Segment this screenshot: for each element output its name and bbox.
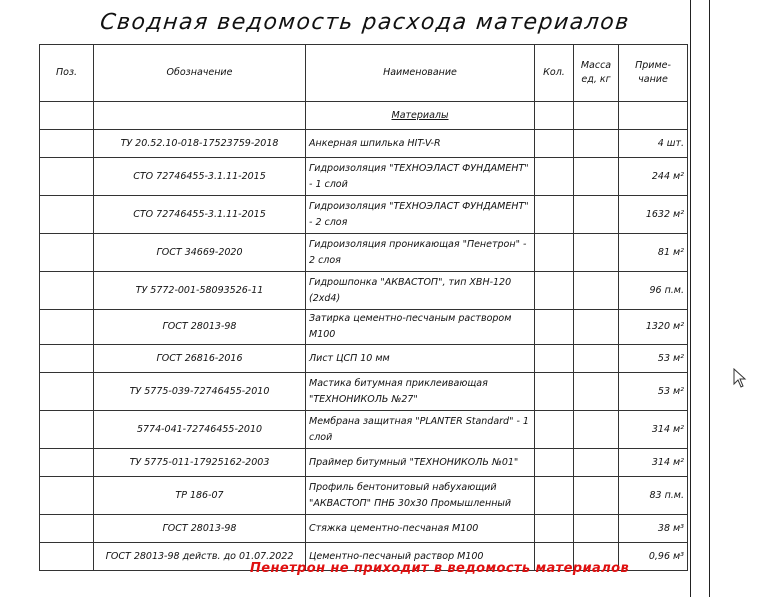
cell-note: 53 м² bbox=[619, 373, 688, 411]
table-row bbox=[40, 515, 688, 543]
cell-qty bbox=[535, 477, 574, 515]
table-cell bbox=[535, 102, 574, 130]
cell-qty bbox=[535, 515, 574, 543]
cell-note: 96 п.м. bbox=[619, 272, 688, 310]
cell-pos bbox=[40, 196, 94, 234]
header-pos: Поз. bbox=[40, 45, 94, 102]
cell-mass bbox=[574, 449, 619, 477]
cell-name: Профиль бентонитовый набухающий "АКВАСТОП" ПНБ 30х30 Промышленный bbox=[306, 477, 535, 515]
cell-mass bbox=[574, 130, 619, 158]
cell-name: Праймер битумный "ТЕХНОНИКОЛЬ №01" bbox=[306, 449, 535, 477]
cell-designation: ТР 186-07 bbox=[94, 477, 306, 515]
cell-pos bbox=[40, 310, 94, 345]
cell-pos bbox=[40, 411, 94, 449]
cell-qty bbox=[535, 345, 574, 373]
cell-mass bbox=[574, 272, 619, 310]
table-cell bbox=[94, 102, 306, 130]
table-row bbox=[40, 373, 688, 411]
cell-designation: 5774-041-72746455-2010 bbox=[94, 411, 306, 449]
header-note: Приме- чание bbox=[619, 45, 688, 102]
table-row bbox=[40, 196, 688, 234]
cell-designation: ТУ 5772-001-58093526-11 bbox=[94, 272, 306, 310]
cell-name: Лист ЦСП 10 мм bbox=[306, 345, 535, 373]
cell-name: Гидроизоляция проникающая "Пенетрон" - 2 слоя bbox=[306, 234, 535, 272]
cell-note: 1632 м² bbox=[619, 196, 688, 234]
cell-name: Затирка цементно-песчаным раствором М100 bbox=[306, 310, 535, 345]
header-name: Наименование bbox=[306, 45, 535, 102]
table-row bbox=[40, 345, 688, 373]
cell-pos bbox=[40, 234, 94, 272]
section-label: Материалы bbox=[306, 102, 535, 130]
cell-qty bbox=[535, 310, 574, 345]
section-row bbox=[40, 102, 688, 130]
table-row bbox=[40, 130, 688, 158]
cell-mass bbox=[574, 234, 619, 272]
table-row bbox=[40, 272, 688, 310]
table-cell bbox=[619, 102, 688, 130]
cell-designation: ТУ 20.52.10-018-17523759-2018 bbox=[94, 130, 306, 158]
cell-name: Мембрана защитная "PLANTER Standard" - 1 слой bbox=[306, 411, 535, 449]
cell-pos bbox=[40, 130, 94, 158]
cell-note: 38 м³ bbox=[619, 515, 688, 543]
cell-mass bbox=[574, 515, 619, 543]
cell-note: 244 м² bbox=[619, 158, 688, 196]
cell-designation: ГОСТ 26816-2016 bbox=[94, 345, 306, 373]
frame-right-line bbox=[709, 0, 710, 597]
table-row bbox=[40, 310, 688, 345]
cell-qty bbox=[535, 158, 574, 196]
cell-mass bbox=[574, 411, 619, 449]
table-header-row bbox=[40, 45, 688, 102]
table-cell bbox=[40, 102, 94, 130]
cell-note: 314 м² bbox=[619, 449, 688, 477]
cell-pos bbox=[40, 345, 94, 373]
cell-qty bbox=[535, 411, 574, 449]
document-title: Сводная ведомость расхода материалов bbox=[98, 10, 632, 35]
cell-name: Мастика битумная приклеивающая "ТЕХНОНИКОЛЬ №27" bbox=[306, 373, 535, 411]
cell-designation: ТУ 5775-011-17925162-2003 bbox=[94, 449, 306, 477]
cell-name: Гидроизоляция "ТЕХНОЭЛАСТ ФУНДАМЕНТ" - 2 слоя bbox=[306, 196, 535, 234]
cell-pos bbox=[40, 543, 94, 571]
cell-pos bbox=[40, 449, 94, 477]
red-footnote: Пенетрон не приходит в ведомость материалов bbox=[250, 561, 630, 576]
cell-mass bbox=[574, 373, 619, 411]
cell-name: Гидроизоляция "ТЕХНОЭЛАСТ ФУНДАМЕНТ" - 1 слой bbox=[306, 158, 535, 196]
mouse-pointer-icon bbox=[733, 368, 747, 388]
cell-designation: ТУ 5775-039-72746455-2010 bbox=[94, 373, 306, 411]
cell-qty bbox=[535, 196, 574, 234]
cell-pos bbox=[40, 515, 94, 543]
table-row bbox=[40, 234, 688, 272]
cell-designation: ГОСТ 28013-98 действ. до 01.07.2022 bbox=[94, 543, 306, 571]
cell-designation: ГОСТ 34669-2020 bbox=[94, 234, 306, 272]
header-qty: Кол. bbox=[535, 45, 574, 102]
table-row bbox=[40, 477, 688, 515]
cell-pos bbox=[40, 373, 94, 411]
cell-mass bbox=[574, 345, 619, 373]
cell-designation: СТО 72746455-3.1.11-2015 bbox=[94, 158, 306, 196]
cell-qty bbox=[535, 449, 574, 477]
cell-qty bbox=[535, 373, 574, 411]
table-row bbox=[40, 411, 688, 449]
cell-pos bbox=[40, 272, 94, 310]
table-row bbox=[40, 158, 688, 196]
cell-note: 53 м² bbox=[619, 345, 688, 373]
cell-qty bbox=[535, 130, 574, 158]
cell-qty bbox=[535, 234, 574, 272]
header-mass: Масса ед, кг bbox=[574, 45, 619, 102]
cell-mass bbox=[574, 477, 619, 515]
cell-mass bbox=[574, 196, 619, 234]
cell-qty bbox=[535, 272, 574, 310]
cell-designation: ГОСТ 28013-98 bbox=[94, 310, 306, 345]
table-cell bbox=[574, 102, 619, 130]
table-row bbox=[40, 449, 688, 477]
materials-table bbox=[39, 44, 688, 571]
cell-name: Цементно-песчаный раствор М100 bbox=[306, 543, 535, 571]
cell-designation: ГОСТ 28013-98 bbox=[94, 515, 306, 543]
cell-name: Стяжка цементно-песчаная М100 bbox=[306, 515, 535, 543]
cell-mass bbox=[574, 310, 619, 345]
cell-note: 314 м² bbox=[619, 411, 688, 449]
cell-name: Гидрошпонка "АКВАСТОП", тип ХВН-120 (2хd4) bbox=[306, 272, 535, 310]
cell-name: Анкерная шпилька HIT-V-R bbox=[306, 130, 535, 158]
header-designation: Обозначение bbox=[94, 45, 306, 102]
cell-note: 0,96 м³ bbox=[619, 543, 688, 571]
cell-pos bbox=[40, 158, 94, 196]
cell-note: 81 м² bbox=[619, 234, 688, 272]
table-body bbox=[40, 130, 688, 571]
cell-note: 83 п.м. bbox=[619, 477, 688, 515]
cell-pos bbox=[40, 477, 94, 515]
cell-note: 4 шт. bbox=[619, 130, 688, 158]
cell-note: 1320 м² bbox=[619, 310, 688, 345]
cell-designation: СТО 72746455-3.1.11-2015 bbox=[94, 196, 306, 234]
frame-top-line bbox=[690, 0, 691, 597]
cell-mass bbox=[574, 158, 619, 196]
